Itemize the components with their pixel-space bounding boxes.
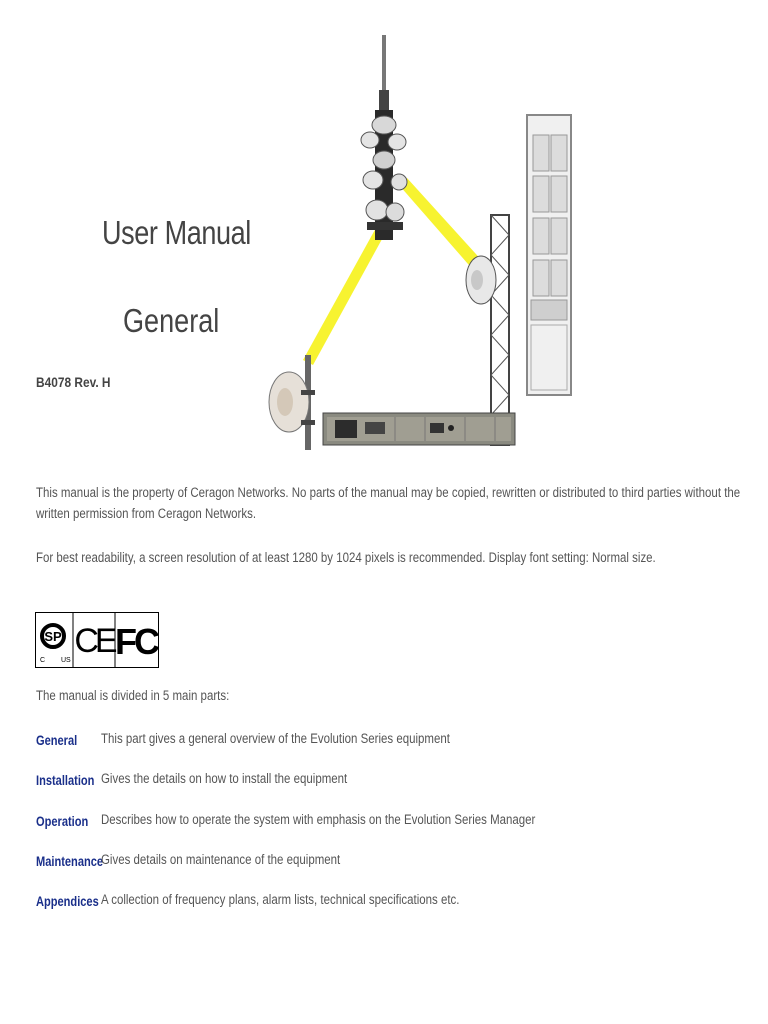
certification-logos: [35, 612, 159, 668]
document-number: B4078 Rev. H: [36, 374, 111, 390]
part-row-installation: [36, 771, 736, 793]
svg-text:SP: SP: [44, 629, 62, 644]
equipment-illustration: [265, 30, 575, 455]
ownership-notice: This manual is the property of Ceragon Networks. No parts of the manual may be copied, rewritten or distributed to third parties without the written permission from Ceragon Networks.: [36, 485, 741, 521]
part-label[interactable]: Maintenance: [36, 854, 104, 869]
part-row-operation: [36, 812, 736, 834]
part-row-maintenance: [36, 852, 736, 874]
part-row-general: [36, 731, 736, 753]
microwave-beam-left: [303, 226, 387, 365]
svg-text:C: C: [40, 657, 46, 664]
microwave-beam-right: [399, 178, 485, 272]
central-mast: [361, 35, 407, 240]
equipment-rack: [527, 115, 571, 395]
dish-antenna: [269, 355, 315, 450]
part-label[interactable]: Appendices: [36, 894, 99, 909]
fcc-logo: [115, 621, 159, 662]
part-description: Gives the details on how to install the equipment: [101, 771, 348, 786]
part-description: Gives details on maintenance of the equipment: [101, 852, 341, 867]
part-description: A collection of frequency plans, alarm lists, technical specifications etc.: [101, 892, 460, 907]
lattice-tower: [466, 215, 509, 445]
page-title: User Manual: [102, 214, 251, 251]
page-subtitle: General: [123, 302, 220, 339]
part-label[interactable]: General: [36, 733, 78, 748]
parts-intro: The manual is divided in 5 main parts:: [36, 688, 230, 703]
svg-text:CE: CE: [74, 622, 114, 660]
rack-mount-unit: [323, 413, 515, 445]
ce-logo: [74, 622, 117, 660]
part-label[interactable]: Installation: [36, 773, 95, 788]
part-label[interactable]: Operation: [36, 814, 89, 829]
readability-notice: For best readability, a screen resolution of at least 1280 by 1024 pixels is recommended. Display font setting: Normal size.: [36, 550, 656, 565]
svg-text:US: US: [61, 657, 71, 664]
part-description: Describes how to operate the system with emphasis on the Evolution Series Manager: [101, 812, 536, 827]
svg-text:FC: FC: [115, 621, 157, 662]
part-row-appendices: [36, 892, 736, 914]
part-description: This part gives a general overview of the Evolution Series equipment: [101, 731, 450, 746]
